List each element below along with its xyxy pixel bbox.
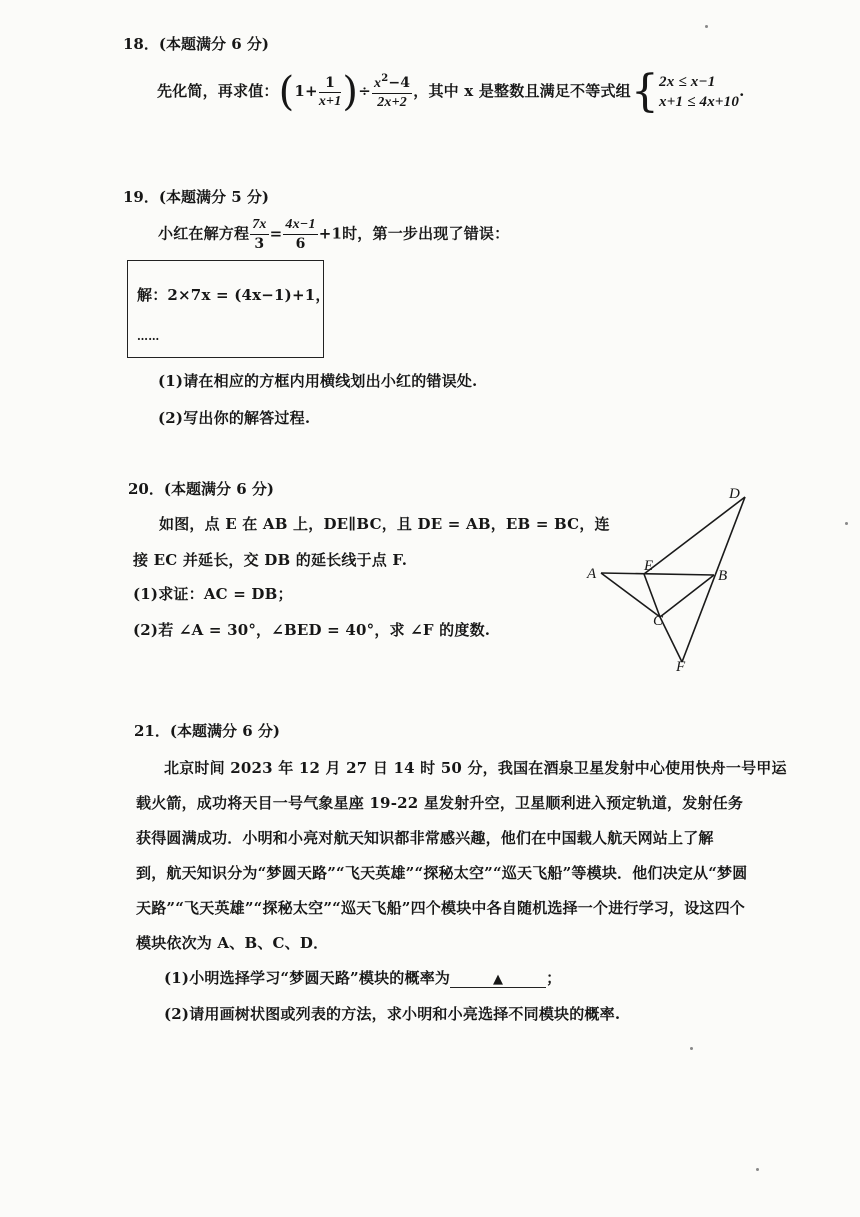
q18-open-paren: (: [278, 69, 295, 115]
q20-line-1: 如图，点 E 在 AB 上，DE∥BC，且 DE = AB，EB = BC，连: [159, 515, 610, 533]
q19-equals: =: [269, 224, 283, 243]
q18-heading: 18．(本题满分 6 分): [123, 35, 269, 53]
q19-part-1: (1)请在相应的方框内用横线划出小红的错误处.: [158, 372, 478, 390]
q21-line-6: 模块依次为 A、B、C、D．: [136, 934, 329, 952]
q19-fraction-2: [283, 218, 317, 251]
label-E: E: [644, 558, 654, 574]
q18-prefix: 先化简，再求值：: [157, 82, 279, 100]
q18-close-paren: ): [342, 69, 359, 115]
q19-intro: [158, 218, 509, 251]
q20-part-1: (1)求证：AC = DB；: [133, 585, 293, 603]
q19-f2-denominator: 6: [295, 236, 306, 252]
segment-AB: [601, 573, 714, 575]
q18-brace: {: [630, 66, 660, 117]
q18-operator: ÷: [358, 82, 371, 100]
scan-speck: [690, 1047, 693, 1050]
q21-heading: 21．(本题满分 6 分): [134, 722, 280, 740]
q18-fraction-2: [372, 74, 412, 110]
scan-speck: [756, 1168, 759, 1171]
q18-ineq-1: 2x ≤ x−1: [659, 73, 716, 90]
q18-fraction-1: [319, 76, 342, 109]
q19-f1-denominator: 3: [254, 236, 265, 252]
q21-part-1-text: (1)小明选择学习“梦圆天路”模块的概率为: [164, 969, 451, 987]
q19-heading: 19．(本题满分 5 分): [123, 188, 269, 206]
q21-line-3: 获得圆满成功．小明和小亮对航天知识都非常感兴趣，他们在中国载人航天网站上了解: [136, 829, 714, 847]
q18-inequality-system: [659, 72, 739, 113]
q18-f2-num-exp: 2: [381, 73, 389, 84]
segment-BC: [660, 575, 714, 617]
label-A: A: [587, 566, 597, 582]
q19-f1-numerator: 7x: [250, 218, 268, 235]
q18-statement: [157, 66, 745, 117]
q18-f2-num-rest: −4: [388, 75, 411, 91]
q18-end: .: [739, 82, 745, 100]
q20-geometry-figure: [585, 480, 785, 680]
q18-f1-numerator: 1: [319, 76, 342, 93]
q19-intro-b: +1时，第一步出现了错误：: [318, 224, 510, 243]
q18-f2-num-var: x: [374, 76, 382, 91]
q21-part-1-end: ；: [546, 969, 562, 987]
q18-f1-denominator: x+1: [318, 93, 342, 109]
q19-f2-numerator: 4x−1: [283, 218, 317, 235]
q18-ineq-2: x+1 ≤ 4x+10: [659, 94, 740, 110]
label-D: D: [729, 486, 740, 502]
q19-box-line-2: ……: [137, 330, 160, 343]
q21-part-2: (2)请用画树状图或列表的方法，求小明和小亮选择不同模块的概率.: [164, 1005, 621, 1023]
q18-middle: ，其中 x 是整数且满足不等式组: [413, 82, 631, 100]
scan-speck: [845, 522, 848, 525]
q18-f2-numerator: [372, 74, 412, 94]
q21-line-1: 北京时间 2023 年 12 月 27 日 14 时 50 分，我国在酒泉卫星发射中心使用快舟一号甲运: [164, 759, 787, 777]
q20-heading: 20．(本题满分 6 分): [128, 480, 274, 498]
label-F: F: [676, 659, 686, 675]
q18-one: 1+: [294, 82, 318, 100]
q19-answer-box: [127, 260, 324, 358]
segment-CF: [660, 617, 682, 662]
q21-line-5: 天路”“飞天英雄”“探秘太空”“巡天飞船”四个模块中各自随机选择一个进行学习，设这四个: [136, 899, 745, 917]
scan-speck: [705, 25, 708, 28]
label-C: C: [653, 613, 664, 629]
q21-line-4: 到，航天知识分为“梦圆天路”“飞天英雄”“探秘太空”“巡天飞船”等模块．他们决定从“梦圆: [136, 864, 748, 882]
q20-part-2: (2)若 ∠A = 30°，∠BED = 40°，求 ∠F 的度数.: [133, 621, 491, 639]
q19-intro-a: 小红在解方程: [158, 224, 250, 243]
q21-answer-blank[interactable]: ▲: [450, 972, 546, 988]
q19-box-line-1: 解：2×7x = (4x−1)+1，: [137, 286, 331, 304]
q20-line-2: 接 EC 并延长，交 DB 的延长线于点 F.: [133, 551, 408, 569]
label-B: B: [718, 568, 728, 584]
q18-f2-denominator: 2x+2: [377, 95, 408, 110]
q21-line-2: 载火箭，成功将天目一号气象星座 19-22 星发射升空，卫星顺利进入预定轨道，发射任务: [136, 794, 744, 812]
q19-fraction-1: [250, 218, 268, 251]
q21-part-1: [164, 967, 561, 988]
q19-part-2: (2)写出你的解答过程.: [158, 409, 311, 427]
